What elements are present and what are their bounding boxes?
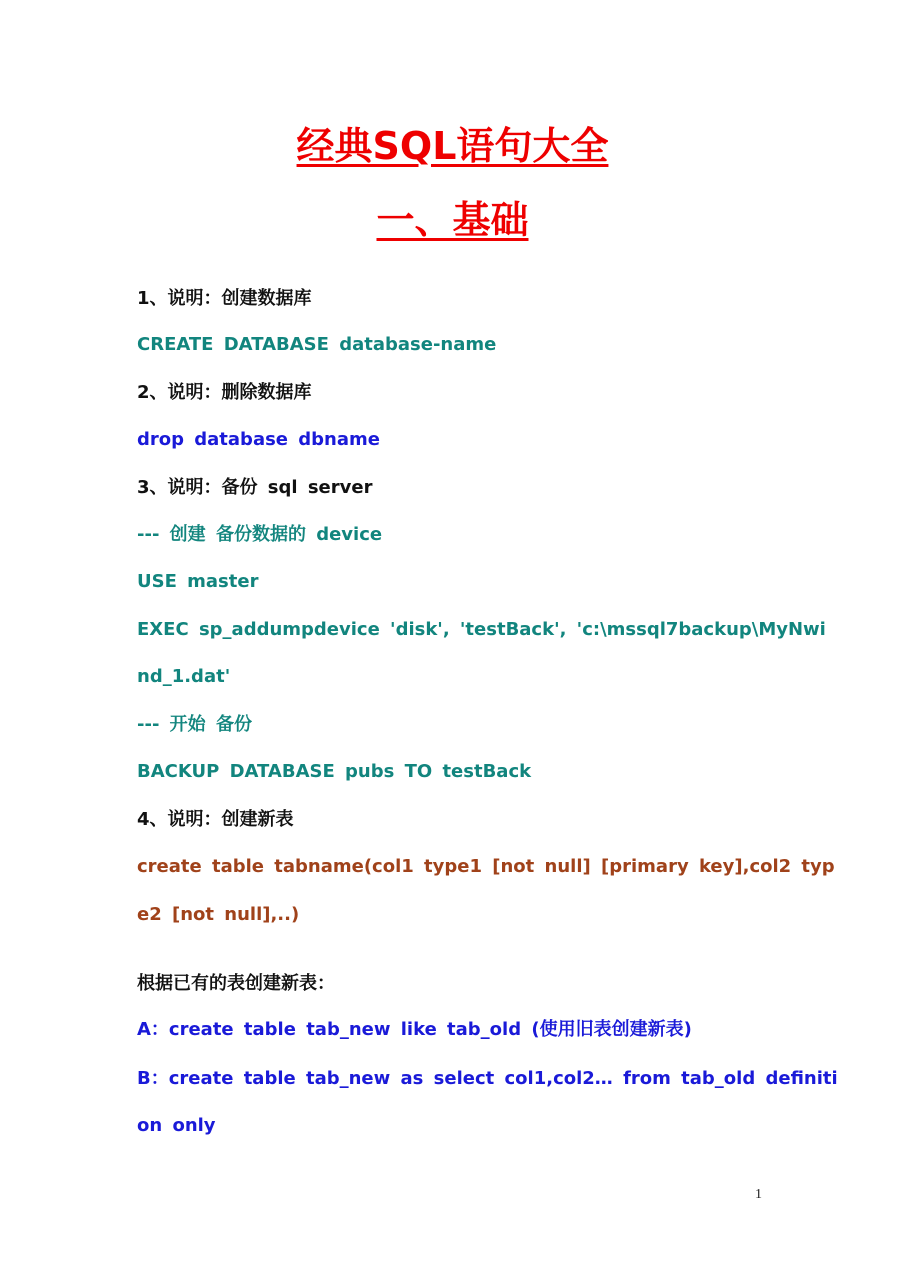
item-4-label: 4、说明：创建新表: [137, 809, 294, 830]
item-3-code-backup: BACKUP DATABASE pubs TO testBack: [137, 761, 532, 782]
item-3-code-use: USE master: [137, 571, 259, 592]
section-heading: 一、基础: [376, 198, 529, 242]
item-3-code-exec: EXEC sp_addumpdevice 'disk', 'testBack', 'c:\mssql7backup\MyNwi: [137, 619, 826, 640]
item-4-code: create table tabname(col1 type1 [not null] [primary key],col2 typ: [137, 856, 835, 877]
item-1-code: CREATE DATABASE database-name: [137, 334, 497, 355]
item-3-comment-start: --- 开始 备份: [137, 714, 252, 735]
document-title: 经典SQL语句大全: [296, 124, 609, 168]
item-5-code-b-cont: on only: [137, 1115, 216, 1136]
item-1-label: 1、说明：创建数据库: [137, 288, 312, 309]
item-4-code-cont: e2 [not null],..): [137, 904, 300, 925]
page-number: 1: [755, 1187, 762, 1202]
item-2-code: drop database dbname: [137, 429, 380, 450]
item-5-code-a: A：create table tab_new like tab_old (使用旧表创建新表): [137, 1019, 692, 1040]
item-5-label: 根据已有的表创建新表：: [137, 973, 335, 994]
item-2-label: 2、说明：删除数据库: [137, 382, 312, 403]
item-3-label: 3、说明：备份 sql server: [137, 477, 373, 498]
item-3-comment-create: --- 创建 备份数据的 device: [137, 524, 383, 545]
item-5-code-b: B：create table tab_new as select col1,col2… from tab_old definiti: [137, 1068, 838, 1089]
item-3-code-exec-cont: nd_1.dat': [137, 666, 231, 687]
